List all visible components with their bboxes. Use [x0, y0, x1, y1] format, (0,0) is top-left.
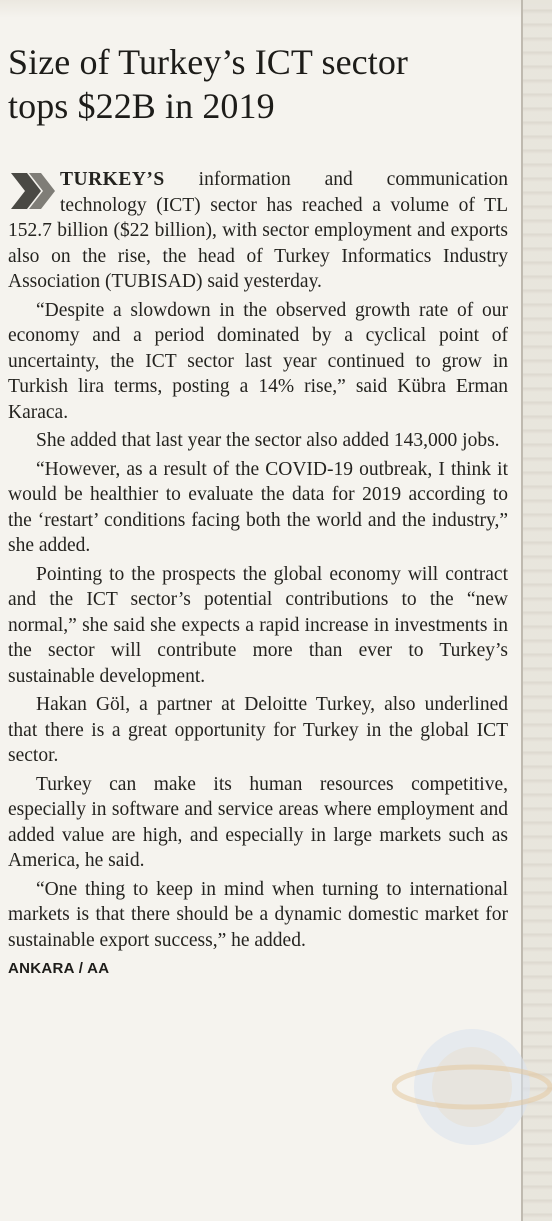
headline	[8, 40, 508, 128]
paragraph-8: “One thing to keep in mind when turning to international markets is that there should be a dynamic domestic market for sustainable export success,” he added.	[8, 878, 508, 951]
paragraph-2: “Despite a slowdown in the observed growth rate of our economy and a period dominated by a cyclical point of uncertainty, the ICT sector last year continued to grow in Turkish lira terms, posting a 14% rise,” said Kübra Erman Karaca.	[8, 299, 508, 423]
dateline: ANKARA / AA	[8, 960, 110, 977]
paragraph-text: information and communication technology (ICT) sector has reached a volume of TL 152.7 billion ($22 billion), with sector employment and exports also on the rise, the head of Turkey Informatics Industry Association (TUBISAD) said yesterday.	[8, 169, 508, 292]
paragraph-5: Pointing to the prospects the global economy will contract and the ICT sector’s potential contributions to the “new normal,” she said she expects a rapid increase in investments in the sector will contribute more than ever to Turkey’s sustainable development.	[8, 563, 508, 687]
article	[8, 40, 508, 982]
paragraph-3: She added that last year the sector also added 143,000 jobs.	[36, 430, 500, 451]
paragraph-1	[8, 167, 508, 295]
paragraph-7: Turkey can make its human resources competitive, especially in software and service areas where employment and added value are high, and especially in large markets such as America, he said.	[8, 773, 508, 871]
lead-word: TURKEY’S	[60, 169, 165, 190]
adjacent-column-edge	[523, 0, 552, 1221]
headline-line-2: tops $22B in 2019	[8, 86, 275, 126]
article-body	[8, 167, 508, 982]
paragraph-4: “However, as a result of the COVID-19 outbreak, I think it would be healthier to evaluate the data for 2019 according to the ‘restart’ conditions facing both the world and the industry,” she added.	[8, 458, 508, 556]
headline-line-1: Size of Turkey’s ICT sector	[8, 42, 409, 82]
double-chevron-right-icon	[8, 169, 60, 213]
paragraph-6: Hakan Göl, a partner at Deloitte Turkey, also underlined that there is a great opportunity for Turkey in the global ICT sector.	[8, 694, 508, 766]
top-edge	[0, 0, 552, 18]
